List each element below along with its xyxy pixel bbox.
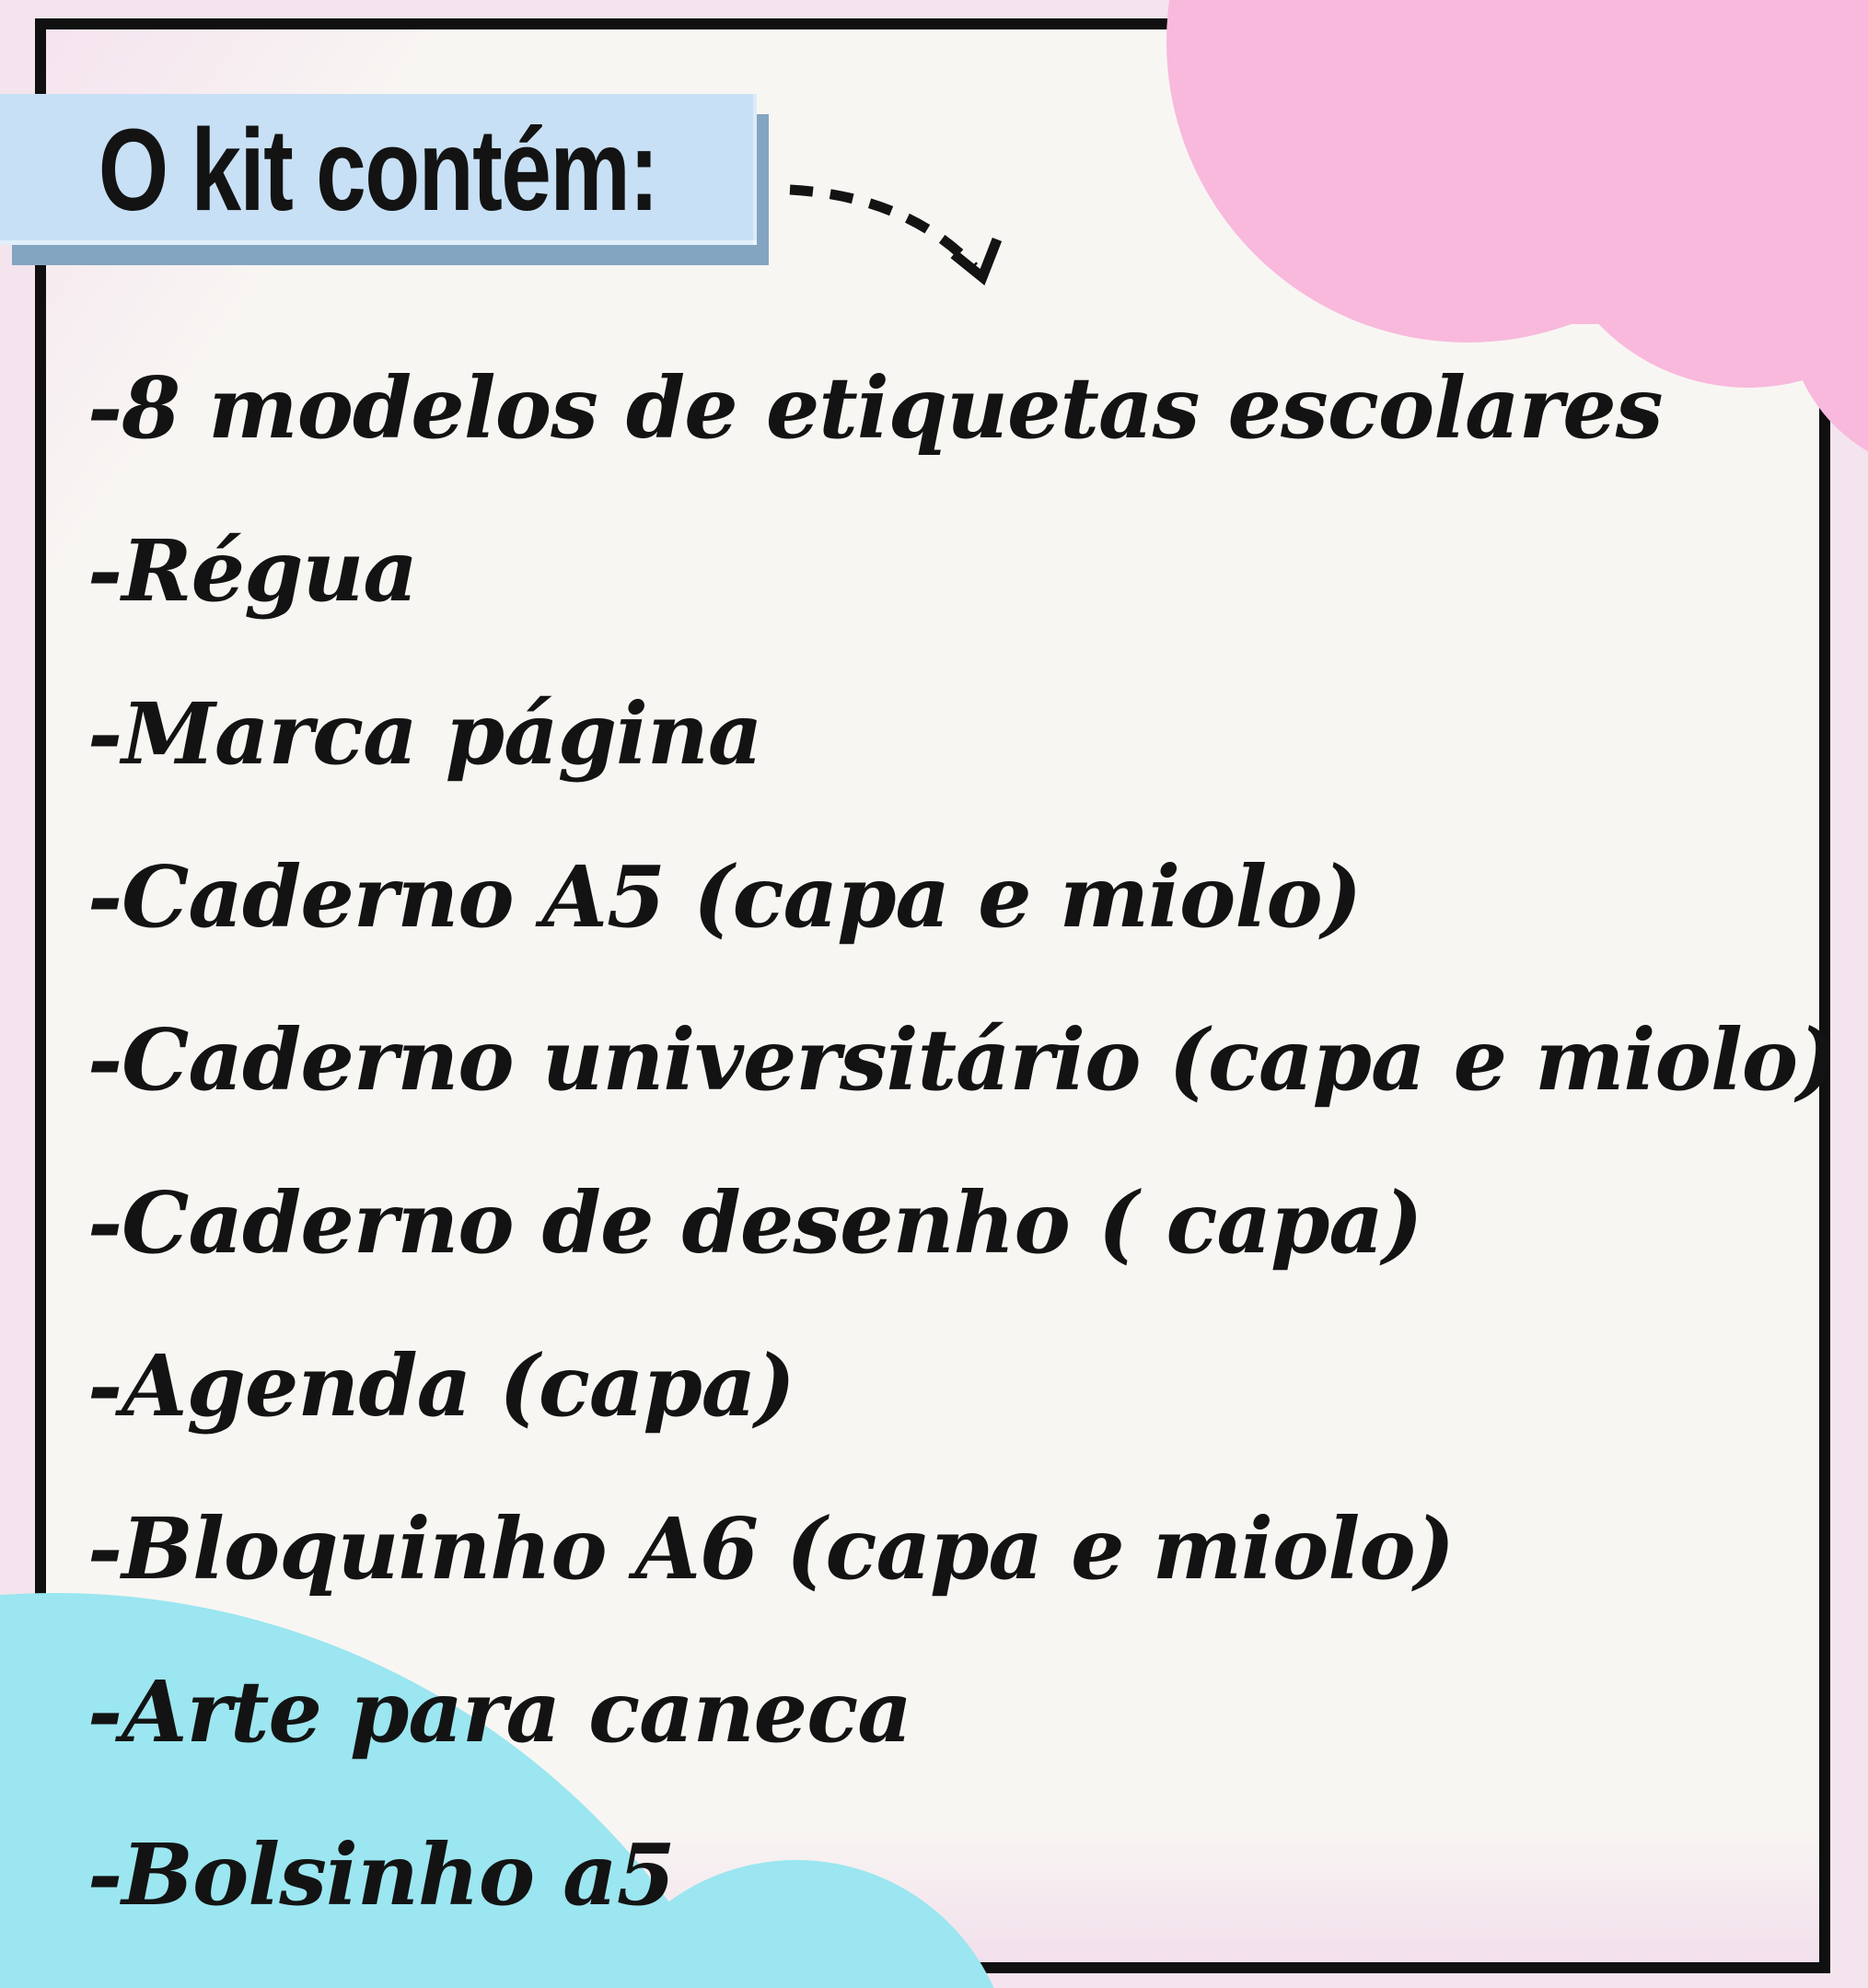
curved-dashed-arrow-icon bbox=[790, 190, 997, 277]
header-banner bbox=[0, 94, 757, 245]
list-item: -8 modelos de etiquetas escolares bbox=[87, 357, 1663, 458]
list-item: -Régua bbox=[87, 520, 418, 621]
list-item: -Marca página bbox=[87, 683, 762, 784]
list-item: -Arte para caneca bbox=[87, 1661, 911, 1761]
list-item: -Caderno A5 (capa e miolo) bbox=[87, 846, 1362, 947]
kit-items-list bbox=[87, 326, 1837, 1956]
list-item: -Bloquinho A6 (capa e miolo) bbox=[87, 1498, 1455, 1599]
page-title: O kit contém: bbox=[99, 104, 658, 235]
list-item: -Bolsinho a5 bbox=[87, 1824, 675, 1924]
list-item: -Caderno de desenho ( capa) bbox=[87, 1172, 1422, 1273]
list-item: -Agenda (capa) bbox=[87, 1335, 795, 1436]
list-item: -Caderno universitário (capa e miolo) bbox=[87, 1009, 1837, 1110]
